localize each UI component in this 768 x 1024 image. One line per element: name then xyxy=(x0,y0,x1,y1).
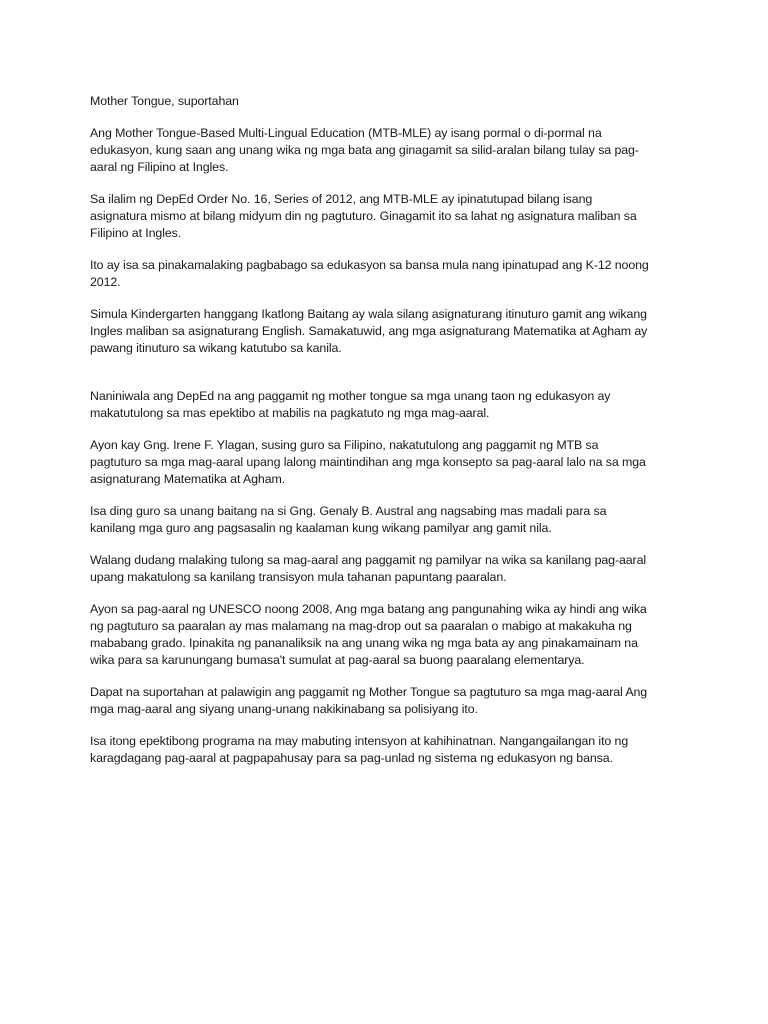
paragraph-conclusion: Isa itong epektibong programa na may mabuting intensyon at kahihinatnan. Nangangailangan ito ng karagdagang pag-aaral at pagpapahusay para sa pag-unlad ng sistema ng edukasyon ng bansa. xyxy=(90,734,629,765)
paragraph-kindergarten: Simula Kindergarten hanggang Ikatlong Baitang ay wala silang asignaturang itinuturo gamit ang wikang Ingles maliban sa asignaturang English. Samakatuwid, ang mga asignaturang Matematika at Agham ay pawang itinuturo sa wikang katutubo sa kanila. xyxy=(90,307,648,355)
paragraph-deped-order: Sa ilalim ng DepEd Order No. 16, Series of 2012, ang MTB-MLE ay ipinatutupad bilang isang asignatura mismo at bilang midyum din ng pagtuturo. Ginagamit ito sa lahat ng asignatura maliban sa Filipino at Ingles. xyxy=(90,192,637,240)
document-title: Mother Tongue, suportahan xyxy=(90,94,239,108)
spacer xyxy=(90,372,650,388)
paragraph-biggest-change: Ito ay isa sa pinakamalaking pagbabago sa edukasyon sa bansa mula nang ipinatupad ang K-12 noong 2012. xyxy=(90,258,649,289)
paragraph-deped-belief: Naniniwala ang DepEd na ang paggamit ng mother tongue sa mga unang taon ng edukasyon ay makatutulong sa mas epektibo at mabilis na pagkatuto ng mga mag-aaral. xyxy=(90,389,611,420)
paragraph-austral-quote: Isa ding guro sa unang baitang na si Gng. Genaly B. Austral ang nagsabing mas madali para sa kanilang mga guro ang pagsasalin ng kaalaman kung wikang pamilyar ang gamit nila. xyxy=(90,504,607,535)
paragraph-unesco-study: Ayon sa pag-aaral ng UNESCO noong 2008, Ang mga batang ang pangunahing wika ay hindi ang wika ng pagtuturo sa paaralan ay mas malamang na mag-drop out sa paaralan o mabigo at makakuha ng mababang grado. Ipinakita ng pananaliksik na ang unang wika ng mga bata ay ang pinakamainam na wika para sa karunungang bumasa't sumulat at pag-aaral sa buong paaralang elementarya. xyxy=(90,602,647,667)
paragraph-support: Dapat na suportahan at palawigin ang paggamit ng Mother Tongue sa pagtuturo sa mga mag-aaral Ang mga mag-aaral ang siyang unang-unang nakikinabang sa polisiyang ito. xyxy=(90,685,648,716)
document-body xyxy=(90,93,650,782)
paragraph-ylagan-quote: Ayon kay Gng. Irene F. Ylagan, susing guro sa Filipino, nakatutulong ang paggamit ng MTB sa pagtuturo sa mga mag-aaral upang lalong maintindihan ang mga konsepto sa pag-aaral lalo na sa mga asignaturang Matematika at Agham. xyxy=(90,438,646,486)
paragraph-transition: Walang dudang malaking tulong sa mag-aaral ang paggamit ng pamilyar na wika sa kanilang pag-aaral upang makatulong sa kanilang transisyon mula tahanan papuntang paaralan. xyxy=(90,553,647,584)
paragraph-mtb-mle-definition: Ang Mother Tongue-Based Multi-Lingual Education (MTB-MLE) ay isang pormal o di-pormal na edukasyon, kung saan ang unang wika ng mga bata ang ginagamit sa silid-aralan bilang tulay sa pag-aaral ng Filipino at Ingles. xyxy=(90,126,639,174)
